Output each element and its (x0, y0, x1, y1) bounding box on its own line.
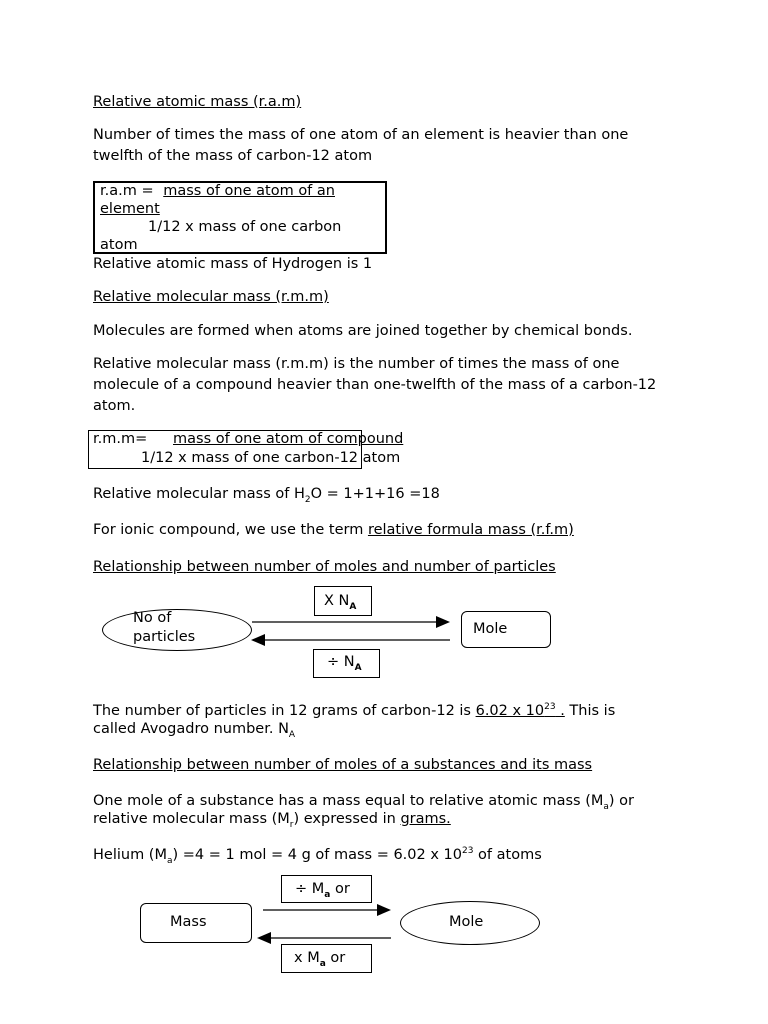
ram-formula-denominator-cont: atom (100, 237, 138, 253)
ram-formula-denominator: 1/12 x mass of one carbon (148, 219, 342, 235)
rmm-molecules-text: Molecules are formed when atoms are joined together by chemical bonds. (93, 323, 633, 339)
mole-to-particles-arrowhead (251, 634, 265, 646)
avogadro-value: 6.02 x $10^{23}$ . (475, 702, 565, 719)
mass-line1: One mole of a substance has a mass equal to relative atomic mass $(M_a)$ or (93, 793, 634, 812)
particles-heading: Relationship between number of moles and number of particles (93, 559, 556, 575)
rfm-term: relative formula mass (r.f.m) (367, 522, 574, 538)
mole-node-label: Mole (473, 621, 508, 637)
particles-to-mole-arrowhead (436, 616, 450, 628)
particles-node-label: No of particles (133, 610, 196, 645)
ram-heading: Relative atomic mass (r.a.m) (93, 94, 302, 110)
rmm-definition: Relative molecular mass (r.m.m) is the number of times the mass of one molecule of a compound heavier than one-twelfth of the mass of a carbon-12 atom. (93, 356, 657, 414)
rmm-heading: Relative molecular mass (r.m.m) (93, 289, 329, 305)
rfm-text: For ionic compound, we use the term relative formula mass (r.f.m) (93, 522, 574, 538)
mass-to-mole-arrowhead (377, 904, 391, 916)
multiply-ma-label: x $M_a$ or (294, 950, 346, 969)
divide-ma-label: ÷ $M_a$ or (295, 881, 350, 900)
ram-formula-lhs: r.a.m = mass of one atom of an (100, 183, 335, 199)
avogadro-line2: called Avogadro number. $N_A$ (93, 721, 296, 740)
rmm-formula-lhs: r.m.m= (93, 431, 148, 447)
mass-node-label: Mass (170, 914, 207, 930)
grams-term: grams. (400, 811, 451, 827)
rmm-formula-numerator: mass of one atom of compound (173, 431, 404, 447)
mole-node-2-label: Mole (449, 914, 484, 930)
multiply-na-label: X $N_A$ (324, 593, 357, 612)
ram-example: Relative atomic mass of Hydrogen is 1 (93, 256, 373, 272)
mass-line2: relative molecular mass $(M_r)$ expressed in grams. (93, 811, 451, 830)
mole-to-mass-arrowhead (257, 932, 271, 944)
mass-heading: Relationship between number of moles of a substances and its mass (93, 757, 593, 773)
helium-line: Helium $(M_a) =4 = 1$ mol = 4 g of mass = 6.02 x $10^{23}$ of atoms (93, 846, 542, 866)
ram-definition: Number of times the mass of one atom of an element is heavier than one twelfth of the mass of carbon-12 atom (93, 127, 629, 164)
divide-na-label: ÷ $N_A$ (327, 654, 362, 673)
avogadro-line1: The number of particles in 12 grams of carbon-12 is 6.02 x $10^{23}$ . This is (93, 702, 616, 719)
ram-formula-numerator-cont: element (100, 201, 160, 217)
rmm-example: Relative molecular mass of $H_2O = 1+1+16 =18$ (93, 486, 440, 505)
ram-formula-numerator: mass of one atom of an (163, 183, 335, 199)
rmm-formula-denominator: 1/12 x mass of one carbon-12 atom (141, 450, 401, 466)
